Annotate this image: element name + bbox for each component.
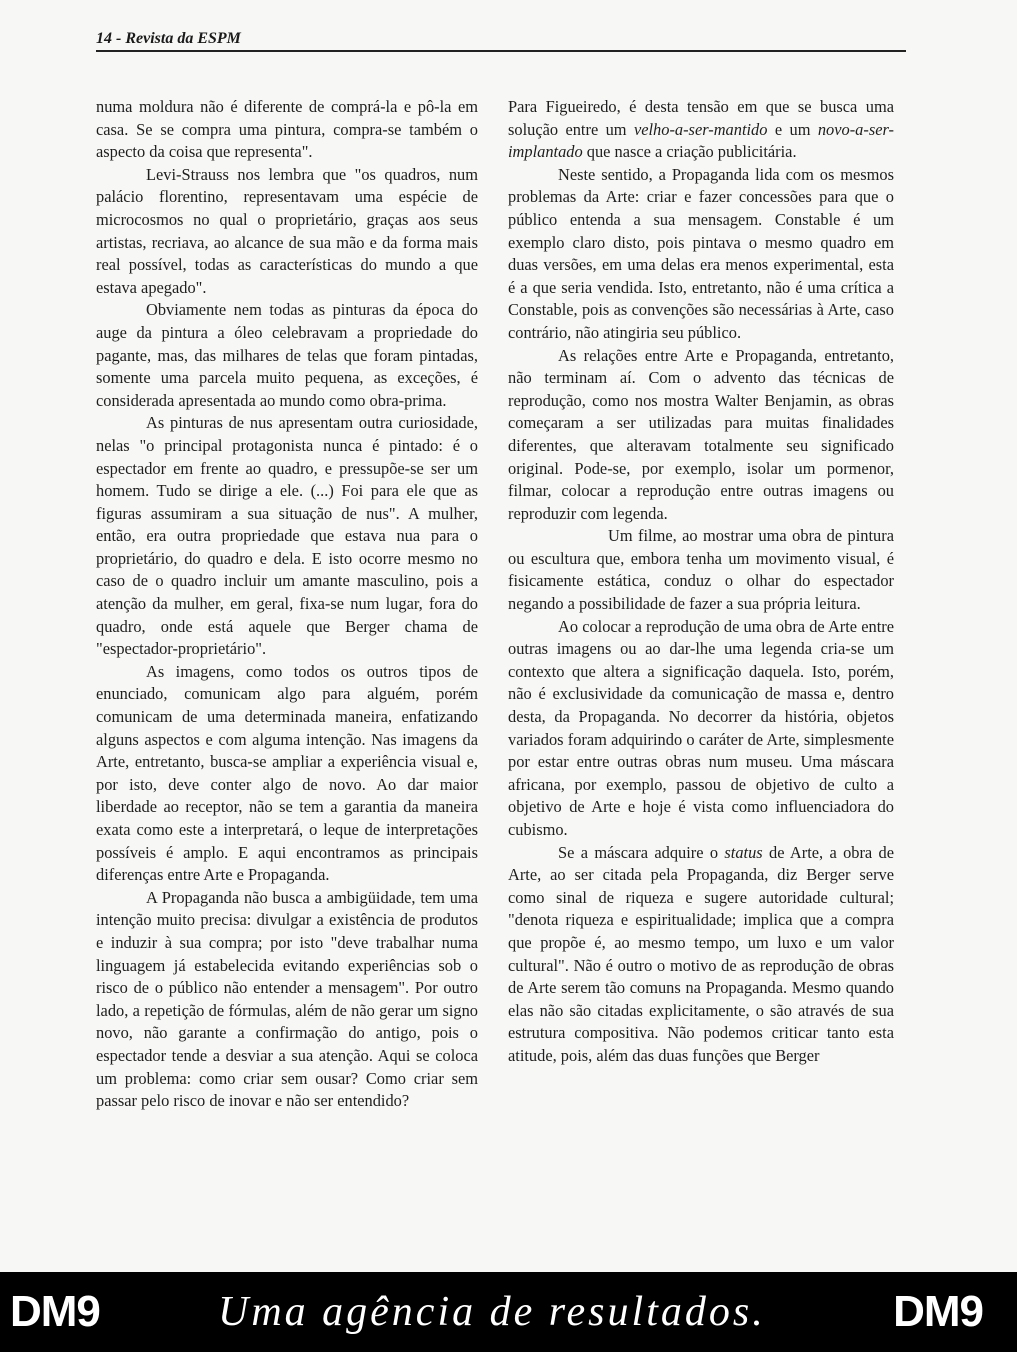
paragraph: [508, 842, 894, 1068]
paragraph: As pinturas de nus apresentam outra curiosidade, nelas "o principal protagonista nunca é pintado: é o espectador em frente ao quadro, e pressupõe-se ser um homem. Tudo se dirige a ele. (...) Foi para ele que as figuras assumiram a sua situação de nus". A mulher, então, era outra propriedade que estava nua para o proprietário, do quadro e dela. E isto ocorre mesmo no caso de o quadro incluir um amante masculino, pois a atenção da mulher, em geral, fixa-se num lugar, fora do quadro, onde está aquele que Berger chama de "espectador-proprietário".: [96, 413, 478, 659]
emphasis: novo-a-ser-implantado: [508, 119, 894, 162]
left-column: [96, 96, 478, 1113]
paragraph: As imagens, como todos os outros tipos de enunciado, comunicam algo para alguém, porém comunicam de uma determinada maneira, enfatizando alguns aspectos e com alguma intenção. Nas imagens da Arte, entretanto, busca-se ampliar a experiência visual e, por isto, deve conter algo de novo. Ao dar maior liberdade ao receptor, não se tem a garantia da maneira exata como este a interpretará, o leque de interpretações possíveis é amplo. E aqui encontramos as principais diferenças entre Arte e Propaganda.: [96, 661, 478, 885]
text-run: e um: [767, 119, 818, 139]
paragraph: A Propaganda não busca a ambigüidade, tem uma intenção muito precisa: divulgar a existência de produtos e induzir à sua compra; por isto "deve trabalhar numa linguagem já estabelecida evitando experiências sob o risco de o público não entender a mensagem". Por outro lado, a repetição de fórmulas, além de não gerar um signo novo, não garante a confirmação do antigo, pois o espectador tende a desviar a sua atenção. Aqui se coloca um problema: como criar sem ousar? Como criar sem passar pelo risco de inovar e não ser entendido?: [96, 887, 478, 1111]
running-title: 14 - Revista da ESPM: [96, 30, 241, 47]
text-run: Para Figueiredo, é desta tensão em que se busca uma solução entre um: [508, 97, 894, 139]
paragraph: Neste sentido, a Propaganda lida com os mesmos problemas da Arte: criar e fazer concessões para que o público entenda a sua mensagem. Constable é um exemplo claro disto, pois pintava o mesmo quadro em duas versões, em uma delas era menos experimental, esta é a que seria vendida. Isto, entretanto, não é uma crítica a Constable, pois as convenções são necessárias à Arte, caso contrário, não atingiria seu público.: [508, 164, 894, 342]
text-run: Se a máscara adquire o: [558, 842, 725, 862]
banner-slogan: Uma agência de resultados.: [218, 1289, 766, 1335]
paragraph: Levi-Strauss nos lembra que "os quadros, num palácio florentino, representavam uma espécie de microcosmos no qual o proprietário, graças aos seus artistas, recriava, ao alcance de sua mão e da forma mais real possível, todas as características do mundo a que estava apegado".: [96, 164, 478, 297]
running-header: [96, 30, 906, 52]
paragraph: numa moldura não é diferente de comprá-la e pô-la em casa. Se se compra uma pintura, compra-se também o aspecto da coisa que representa".: [96, 97, 478, 162]
paragraph: As relações entre Arte e Propaganda, entretanto, não terminam aí. Com o advento das técnicas de reprodução, como nos mostra Walter Benjamin, as obras começaram a ser utilizadas para muitas finalidades diferentes, que alteravam totalmente seu significado original. Pode-se, por exemplo, isolar um pormenor, filmar, colocar a reprodução entre outras imagens ou reproduzir com legenda.: [508, 345, 894, 523]
advertisement-banner: [0, 1272, 1017, 1352]
paragraph: Ao colocar a reprodução de uma obra de Arte entre outras imagens ou ao dar-lhe uma legenda cria-se um contexto que altera a significação daquela. Isto, porém, não é exclusividade da comunicação de massa e, dentro desta, da Propaganda. No decorrer da história, objetos variados foram adquirindo o caráter de Arte, simplesmente por estar entre outras obras num museu. Uma máscara africana, por exemplo, passou de objetivo de culto a objetivo de Arte e hoje é vista como influenciadora do cubismo.: [508, 616, 894, 839]
right-column: [508, 96, 894, 1068]
paragraph: Obviamente nem todas as pinturas da época do auge da pintura a óleo celebravam a propriedade do pagante, mas, das milhares de telas que foram pintadas, somente uma parcela muito pequena, as exceções, é considerada apresentada ao mundo como obra-prima.: [96, 300, 478, 410]
dm9-logo-left: DM9: [10, 1287, 100, 1336]
text-run: de Arte, a obra de Arte, ao ser citada pela Propaganda, diz Berger serve como sinal de riqueza e sugere autoridade cultural; "denota riqueza e espiritualidade; implica que a compra que propõe é, ao mesmo tempo, um luxo e um valor cultural". Não é outro o motivo de as reprodução de obras de Arte serem tão comuns na Propaganda. Mesmo quando elas não são citadas explicitamente, o são através de sua estrutura compositiva. Não podemos criticar tanto esta atitude, pois, além das duas funções que Berger: [508, 842, 894, 1065]
paragraph: Um filme, ao mostrar uma obra de pintura ou escultura que, embora tenha um movimento visual, é fisicamente estática, conduz o olhar do espectador negando a possibilidade de fazer a sua própria leitura.: [508, 526, 894, 614]
dm9-logo-right: DM9: [893, 1287, 983, 1336]
emphasis: status: [724, 842, 763, 862]
text-run: que nasce a criação publicitária.: [582, 142, 797, 162]
emphasis: velho-a-ser-mantido: [633, 119, 768, 139]
paragraph: [508, 96, 894, 164]
